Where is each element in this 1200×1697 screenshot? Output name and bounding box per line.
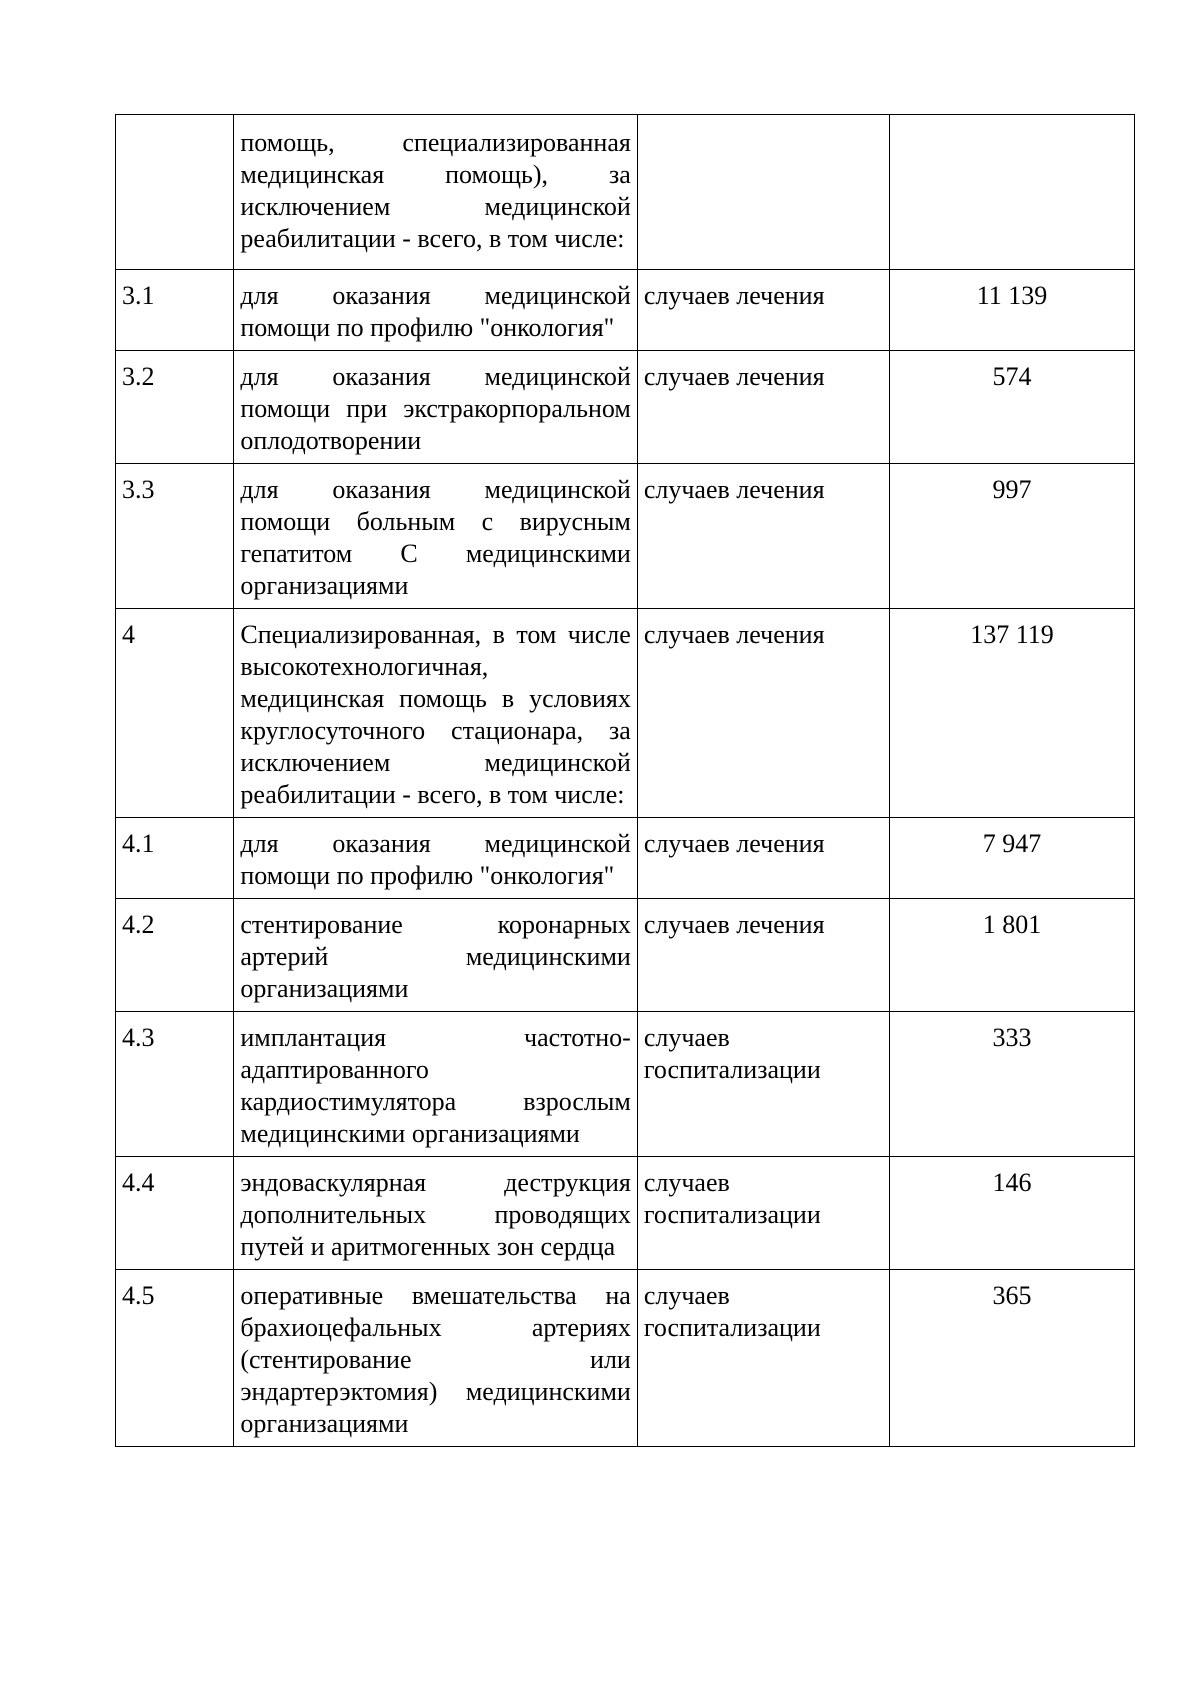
row-unit	[637, 115, 889, 270]
table-row	[116, 351, 1135, 464]
row-name: для оказания медицинской помощи по профилю "онкология"	[234, 270, 637, 351]
row-unit: случаев госпитализации	[637, 1012, 889, 1157]
table-row	[116, 464, 1135, 609]
row-number: 4	[116, 609, 234, 818]
row-number: 3.1	[116, 270, 234, 351]
row-name: для оказания медицинской помощи при экстракорпоральном оплодотворении	[234, 351, 637, 464]
row-number: 4.3	[116, 1012, 234, 1157]
row-unit: случаев лечения	[637, 609, 889, 818]
row-value: 146	[890, 1157, 1135, 1270]
row-number: 4.1	[116, 818, 234, 899]
row-unit: случаев лечения	[637, 899, 889, 1012]
table-row	[116, 899, 1135, 1012]
table-row	[116, 818, 1135, 899]
row-value: 997	[890, 464, 1135, 609]
row-value: 11 139	[890, 270, 1135, 351]
row-value: 1 801	[890, 899, 1135, 1012]
row-unit: случаев лечения	[637, 351, 889, 464]
row-value: 365	[890, 1270, 1135, 1447]
table-row	[116, 1157, 1135, 1270]
row-name: имплантация частотно-адаптированного кардиостимулятора взрослым медицинскими организациями	[234, 1012, 637, 1157]
row-number: 3.2	[116, 351, 234, 464]
row-unit: случаев госпитализации	[637, 1270, 889, 1447]
row-name: оперативные вмешательства на брахиоцефальных артериях (стентирование или эндартерэктомия) медицинскими организациями	[234, 1270, 637, 1447]
row-name: Специализированная, в том числе высокотехнологичная, медицинская помощь в условиях круглосуточного стационара, за исключением медицинской реабилитации - всего, в том числе:	[234, 609, 637, 818]
row-name: помощь, специализированная медицинская помощь), за исключением медицинской реабилитации - всего, в том числе:	[234, 115, 637, 270]
table-row	[116, 1270, 1135, 1447]
row-name: эндоваскулярная деструкция дополнительных проводящих путей и аритмогенных зон сердца	[234, 1157, 637, 1270]
row-value: 333	[890, 1012, 1135, 1157]
row-unit: случаев лечения	[637, 818, 889, 899]
table-row	[116, 609, 1135, 818]
table-row	[116, 270, 1135, 351]
row-value: 574	[890, 351, 1135, 464]
table-row	[116, 115, 1135, 270]
row-number: 4.4	[116, 1157, 234, 1270]
row-name: стентирование коронарных артерий медицинскими организациями	[234, 899, 637, 1012]
row-number: 3.3	[116, 464, 234, 609]
row-number: 4.2	[116, 899, 234, 1012]
table-row	[116, 1012, 1135, 1157]
data-table	[115, 114, 1135, 1447]
row-name: для оказания медицинской помощи больным с вирусным гепатитом C медицинскими организациями	[234, 464, 637, 609]
row-number	[116, 115, 234, 270]
row-number: 4.5	[116, 1270, 234, 1447]
row-value: 7 947	[890, 818, 1135, 899]
row-value: 137 119	[890, 609, 1135, 818]
row-unit: случаев лечения	[637, 270, 889, 351]
row-name: для оказания медицинской помощи по профилю "онкология"	[234, 818, 637, 899]
row-value	[890, 115, 1135, 270]
row-unit: случаев госпитализации	[637, 1157, 889, 1270]
row-unit: случаев лечения	[637, 464, 889, 609]
